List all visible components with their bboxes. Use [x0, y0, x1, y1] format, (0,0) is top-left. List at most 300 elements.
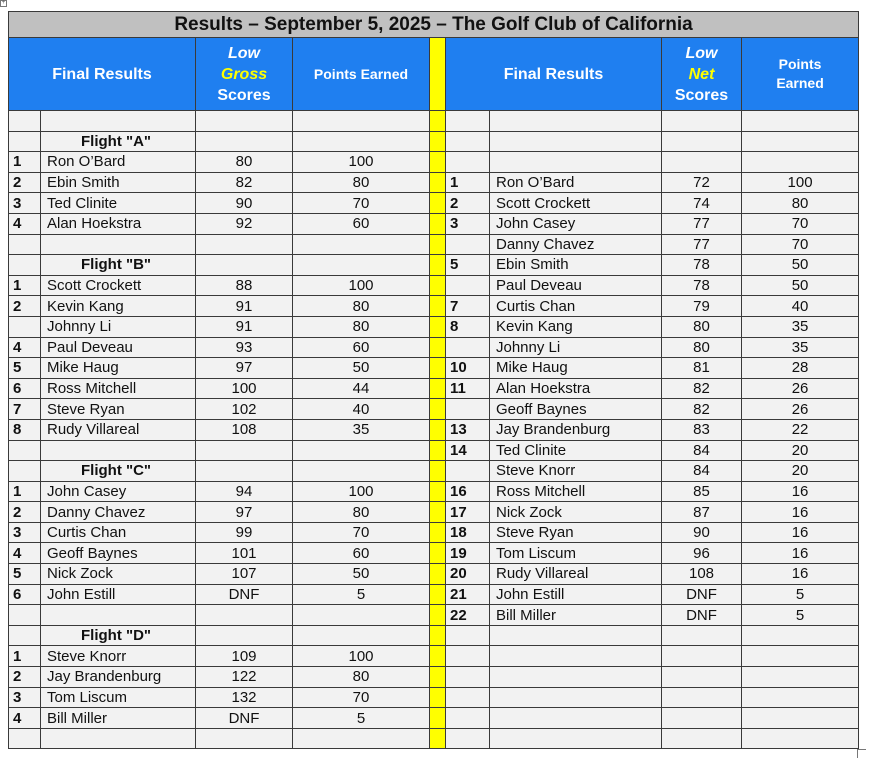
left-position [9, 316, 41, 337]
right-position [446, 667, 490, 688]
left-score-cell [196, 131, 293, 152]
left-player-name: Ron O’Bard [41, 152, 196, 173]
right-points-earned [742, 687, 859, 708]
right-position [446, 111, 490, 132]
right-player-name: Nick Zock [490, 502, 662, 523]
right-net-score [662, 131, 742, 152]
left-points-earned [293, 440, 430, 461]
left-gross-score: 101 [196, 543, 293, 564]
left-player-name: Alan Hoekstra [41, 213, 196, 234]
left-gross-score [196, 728, 293, 749]
right-net-score: 74 [662, 193, 742, 214]
right-net-score: 78 [662, 255, 742, 276]
right-net-score: 84 [662, 461, 742, 482]
left-position: 1 [9, 275, 41, 296]
right-position [446, 687, 490, 708]
yellow-divider [430, 667, 446, 688]
right-player-name: Ebin Smith [490, 255, 662, 276]
right-position [446, 131, 490, 152]
left-gross-score: 80 [196, 152, 293, 173]
flight-label: Flight "A" [41, 131, 196, 152]
left-gross-score: 100 [196, 378, 293, 399]
left-player-name: Ebin Smith [41, 172, 196, 193]
right-points-earned: 26 [742, 378, 859, 399]
table-resize-handle-icon[interactable] [857, 749, 866, 758]
right-points-earned [742, 646, 859, 667]
right-position: 7 [446, 296, 490, 317]
left-points-earned: 70 [293, 522, 430, 543]
left-position: 5 [9, 358, 41, 379]
right-net-score: 80 [662, 337, 742, 358]
right-player-name [490, 152, 662, 173]
yellow-divider [430, 172, 446, 193]
yellow-divider [430, 605, 446, 626]
left-points-earned: 100 [293, 275, 430, 296]
left-points-earned: 5 [293, 708, 430, 729]
right-net-score: 80 [662, 316, 742, 337]
left-player-name: Danny Chavez [41, 502, 196, 523]
right-net-score: 81 [662, 358, 742, 379]
left-points-earned-header: Points Earned [293, 38, 430, 111]
right-player-name: Steve Knorr [490, 461, 662, 482]
left-pos-cell [9, 131, 41, 152]
table-row [9, 481, 859, 502]
left-gross-score: 88 [196, 275, 293, 296]
right-net-score: 82 [662, 378, 742, 399]
left-player-name: John Casey [41, 481, 196, 502]
left-final-results-header: Final Results [9, 38, 196, 111]
yellow-divider [430, 646, 446, 667]
right-player-name: Johnny Li [490, 337, 662, 358]
left-gross-score: 82 [196, 172, 293, 193]
right-player-name: John Casey [490, 213, 662, 234]
right-net-score [662, 646, 742, 667]
yellow-divider [430, 461, 446, 482]
right-position [446, 234, 490, 255]
left-gross-score: 109 [196, 646, 293, 667]
yellow-divider [430, 440, 446, 461]
table-row [9, 584, 859, 605]
table-row [9, 234, 859, 255]
left-position: 4 [9, 337, 41, 358]
left-player-name: Scott Crockett [41, 275, 196, 296]
right-position: 19 [446, 543, 490, 564]
left-gross-score: 122 [196, 667, 293, 688]
left-player-name: Kevin Kang [41, 296, 196, 317]
left-position: 2 [9, 502, 41, 523]
right-points-earned: 70 [742, 234, 859, 255]
right-position: 2 [446, 193, 490, 214]
right-points-earned [742, 708, 859, 729]
right-net-score [662, 728, 742, 749]
right-net-score [662, 625, 742, 646]
right-points-earned [742, 131, 859, 152]
left-points-earned: 70 [293, 193, 430, 214]
left-points-earned: 80 [293, 667, 430, 688]
low-net-scores-header: Low Net Scores [662, 38, 742, 111]
left-points-earned: 60 [293, 543, 430, 564]
yellow-divider [430, 708, 446, 729]
left-position [9, 111, 41, 132]
left-player-name: Ross Mitchell [41, 378, 196, 399]
table-row [9, 419, 859, 440]
table-row [9, 152, 859, 173]
table-row [9, 172, 859, 193]
right-position: 8 [446, 316, 490, 337]
right-position: 10 [446, 358, 490, 379]
left-points-earned: 100 [293, 646, 430, 667]
right-position: 22 [446, 605, 490, 626]
right-player-name: John Estill [490, 584, 662, 605]
results-table [8, 11, 859, 749]
left-gross-score: 92 [196, 213, 293, 234]
left-position: 2 [9, 667, 41, 688]
left-points-earned: 70 [293, 687, 430, 708]
right-points-earned: 40 [742, 296, 859, 317]
left-points-earned [293, 234, 430, 255]
table-move-handle-icon[interactable]: + [1, 0, 6, 6]
yellow-divider [430, 419, 446, 440]
right-player-name [490, 667, 662, 688]
right-net-score: 77 [662, 213, 742, 234]
yellow-divider [430, 543, 446, 564]
left-pos-cell [9, 625, 41, 646]
left-points-earned: 60 [293, 213, 430, 234]
right-points-earned [742, 152, 859, 173]
left-points-cell [293, 255, 430, 276]
left-points-cell [293, 131, 430, 152]
right-player-name: Kevin Kang [490, 316, 662, 337]
right-points-earned: 100 [742, 172, 859, 193]
left-position: 1 [9, 481, 41, 502]
right-points-earned: 26 [742, 399, 859, 420]
right-player-name: Ross Mitchell [490, 481, 662, 502]
right-position: 21 [446, 584, 490, 605]
right-net-score [662, 111, 742, 132]
right-points-earned [742, 625, 859, 646]
left-points-earned: 50 [293, 564, 430, 585]
left-points-earned: 44 [293, 378, 430, 399]
left-points-earned [293, 111, 430, 132]
table-row [9, 667, 859, 688]
right-net-score: 108 [662, 564, 742, 585]
table-row [9, 193, 859, 214]
right-position [446, 461, 490, 482]
right-player-name: Alan Hoekstra [490, 378, 662, 399]
right-net-score [662, 708, 742, 729]
right-position [446, 275, 490, 296]
yellow-divider [430, 584, 446, 605]
left-gross-score: 97 [196, 502, 293, 523]
yellow-divider [430, 38, 446, 111]
left-points-earned: 50 [293, 358, 430, 379]
page-title: Results – September 5, 2025 – The Golf Club of California [9, 12, 859, 38]
table-row [9, 296, 859, 317]
left-gross-score: 132 [196, 687, 293, 708]
left-gross-score: 91 [196, 296, 293, 317]
left-gross-score: 94 [196, 481, 293, 502]
right-position: 13 [446, 419, 490, 440]
right-points-earned [742, 111, 859, 132]
left-gross-score [196, 605, 293, 626]
table-row [9, 399, 859, 420]
flight-label: Flight "C" [41, 461, 196, 482]
left-player-name: Steve Ryan [41, 399, 196, 420]
left-points-cell [293, 625, 430, 646]
yellow-divider [430, 316, 446, 337]
right-position [446, 625, 490, 646]
right-player-name: Danny Chavez [490, 234, 662, 255]
left-player-name: Paul Deveau [41, 337, 196, 358]
right-points-earned: 5 [742, 584, 859, 605]
right-player-name [490, 728, 662, 749]
right-position: 18 [446, 522, 490, 543]
left-player-name [41, 605, 196, 626]
yellow-divider [430, 522, 446, 543]
right-net-score: DNF [662, 605, 742, 626]
left-player-name: Steve Knorr [41, 646, 196, 667]
table-row [9, 461, 859, 482]
table-row [9, 728, 859, 749]
left-player-name: John Estill [41, 584, 196, 605]
left-score-cell [196, 625, 293, 646]
right-points-earned: 28 [742, 358, 859, 379]
left-position: 1 [9, 152, 41, 173]
table-row [9, 378, 859, 399]
left-position: 6 [9, 378, 41, 399]
left-player-name: Bill Miller [41, 708, 196, 729]
left-points-earned: 40 [293, 399, 430, 420]
left-player-name: Geoff Baynes [41, 543, 196, 564]
left-player-name [41, 440, 196, 461]
left-gross-score [196, 111, 293, 132]
yellow-divider [430, 687, 446, 708]
left-player-name: Curtis Chan [41, 522, 196, 543]
right-net-score [662, 152, 742, 173]
right-points-earned: 5 [742, 605, 859, 626]
right-player-name: Bill Miller [490, 605, 662, 626]
right-points-earned: 20 [742, 440, 859, 461]
right-player-name [490, 646, 662, 667]
right-net-score: 77 [662, 234, 742, 255]
yellow-divider [430, 275, 446, 296]
table-row [9, 316, 859, 337]
yellow-divider [430, 255, 446, 276]
right-player-name [490, 625, 662, 646]
table-row [9, 605, 859, 626]
right-points-earned: 35 [742, 316, 859, 337]
left-points-earned: 80 [293, 502, 430, 523]
right-player-name [490, 687, 662, 708]
table-row [9, 646, 859, 667]
right-points-earned: 50 [742, 275, 859, 296]
left-points-earned: 80 [293, 172, 430, 193]
right-points-earned: 70 [742, 213, 859, 234]
right-net-score: 96 [662, 543, 742, 564]
left-position: 4 [9, 543, 41, 564]
yellow-divider [430, 131, 446, 152]
right-player-name: Steve Ryan [490, 522, 662, 543]
table-row [9, 275, 859, 296]
left-position [9, 440, 41, 461]
table-row [9, 255, 859, 276]
right-points-earned: 16 [742, 481, 859, 502]
right-net-score: 72 [662, 172, 742, 193]
right-points-earned: 16 [742, 522, 859, 543]
right-net-score [662, 667, 742, 688]
left-gross-score: 91 [196, 316, 293, 337]
right-player-name [490, 708, 662, 729]
left-player-name: Mike Haug [41, 358, 196, 379]
left-points-earned [293, 605, 430, 626]
right-player-name: Ron O’Bard [490, 172, 662, 193]
left-points-earned: 80 [293, 296, 430, 317]
right-final-results-header: Final Results [446, 38, 662, 111]
left-points-earned: 35 [293, 419, 430, 440]
left-points-earned [293, 728, 430, 749]
right-position [446, 708, 490, 729]
left-position: 2 [9, 172, 41, 193]
right-player-name: Geoff Baynes [490, 399, 662, 420]
right-player-name: Curtis Chan [490, 296, 662, 317]
left-points-earned: 100 [293, 152, 430, 173]
right-points-earned [742, 667, 859, 688]
right-player-name [490, 111, 662, 132]
left-player-name: Rudy Villareal [41, 419, 196, 440]
yellow-divider [430, 502, 446, 523]
right-position [446, 728, 490, 749]
left-position: 7 [9, 399, 41, 420]
left-score-cell [196, 461, 293, 482]
right-points-earned: 80 [742, 193, 859, 214]
table-row [9, 131, 859, 152]
table-row [9, 111, 859, 132]
right-position: 16 [446, 481, 490, 502]
left-gross-score: DNF [196, 584, 293, 605]
left-gross-score: 102 [196, 399, 293, 420]
left-points-earned: 5 [293, 584, 430, 605]
left-gross-score: 108 [196, 419, 293, 440]
right-points-earned: 22 [742, 419, 859, 440]
yellow-divider [430, 728, 446, 749]
left-points-earned: 80 [293, 316, 430, 337]
right-position [446, 646, 490, 667]
left-position [9, 728, 41, 749]
left-position [9, 605, 41, 626]
table-row [9, 502, 859, 523]
left-points-earned: 60 [293, 337, 430, 358]
left-gross-score [196, 440, 293, 461]
right-player-name: Scott Crockett [490, 193, 662, 214]
yellow-divider [430, 481, 446, 502]
left-gross-score: 99 [196, 522, 293, 543]
table-row [9, 213, 859, 234]
right-points-earned: 20 [742, 461, 859, 482]
yellow-divider [430, 234, 446, 255]
right-points-earned: 35 [742, 337, 859, 358]
right-net-score [662, 687, 742, 708]
left-position: 3 [9, 193, 41, 214]
left-pos-cell [9, 255, 41, 276]
left-gross-score: 90 [196, 193, 293, 214]
yellow-divider [430, 378, 446, 399]
right-player-name: Rudy Villareal [490, 564, 662, 585]
right-net-score: 87 [662, 502, 742, 523]
right-points-earned: 16 [742, 564, 859, 585]
table-row [9, 543, 859, 564]
right-player-name: Paul Deveau [490, 275, 662, 296]
table-row [9, 564, 859, 585]
right-player-name: Mike Haug [490, 358, 662, 379]
left-player-name: Johnny Li [41, 316, 196, 337]
low-gross-scores-header: Low Gross Scores [196, 38, 293, 111]
yellow-divider [430, 399, 446, 420]
table-row [9, 522, 859, 543]
right-points-earned: 16 [742, 543, 859, 564]
right-net-score: 84 [662, 440, 742, 461]
right-net-score: 85 [662, 481, 742, 502]
right-position: 5 [446, 255, 490, 276]
left-pos-cell [9, 461, 41, 482]
left-position: 1 [9, 646, 41, 667]
left-score-cell [196, 255, 293, 276]
right-position [446, 337, 490, 358]
table-row [9, 687, 859, 708]
left-position: 4 [9, 213, 41, 234]
yellow-divider [430, 337, 446, 358]
right-position: 1 [446, 172, 490, 193]
left-player-name: Jay Brandenburg [41, 667, 196, 688]
yellow-divider [430, 625, 446, 646]
left-player-name: Tom Liscum [41, 687, 196, 708]
yellow-divider [430, 564, 446, 585]
right-player-name: Tom Liscum [490, 543, 662, 564]
right-net-score: 90 [662, 522, 742, 543]
left-player-name [41, 728, 196, 749]
right-net-score: DNF [662, 584, 742, 605]
yellow-divider [430, 193, 446, 214]
left-player-name: Nick Zock [41, 564, 196, 585]
right-net-score: 78 [662, 275, 742, 296]
left-position: 5 [9, 564, 41, 585]
left-points-earned: 100 [293, 481, 430, 502]
right-net-score: 83 [662, 419, 742, 440]
left-player-name: Ted Clinite [41, 193, 196, 214]
left-position: 3 [9, 522, 41, 543]
right-position: 20 [446, 564, 490, 585]
yellow-divider [430, 213, 446, 234]
right-points-earned [742, 728, 859, 749]
left-gross-score [196, 234, 293, 255]
table-row [9, 440, 859, 461]
yellow-divider [430, 358, 446, 379]
left-position: 2 [9, 296, 41, 317]
table-row [9, 625, 859, 646]
left-position: 8 [9, 419, 41, 440]
yellow-divider [430, 296, 446, 317]
left-gross-score: 107 [196, 564, 293, 585]
right-points-earned: 16 [742, 502, 859, 523]
right-net-score: 82 [662, 399, 742, 420]
right-position: 14 [446, 440, 490, 461]
table-row [9, 708, 859, 729]
right-player-name [490, 131, 662, 152]
left-position: 6 [9, 584, 41, 605]
right-position: 17 [446, 502, 490, 523]
flight-label: Flight "D" [41, 625, 196, 646]
yellow-divider [430, 152, 446, 173]
left-points-cell [293, 461, 430, 482]
